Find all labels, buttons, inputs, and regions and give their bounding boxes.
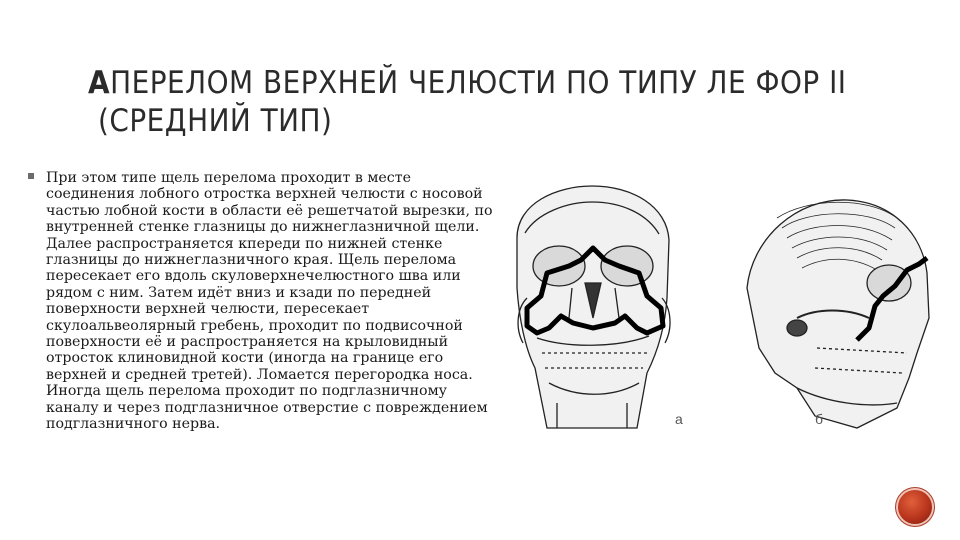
title-glyph: A xyxy=(88,65,111,101)
skull-side-drawing xyxy=(747,200,929,428)
slide-title xyxy=(88,64,848,140)
body-text: При этом типе щель перелома проходит в месте соединения лобного отростка верхней челюсти с носовой частью лобной кости в области её решетчатой вырезки, по внутренней стенке глазницы до нижнеглазничной щели. Далее распространяется кпереди по нижней стенке глазницы до нижнеглазничного края. Щель перелома пересекает его вдоль скуловерхнечелюстного шва или рядом с ним. Затем идёт вниз и кзади по передней поверхности верхней челюсти, пересекает скулоальвеолярный гребень, проходит по подвисочной поверхности её и распространяется на крыловидный отросток клиновидной кости (иногда на границе его верхней и средней третей). Ломается перегородка носа. Иногда щель перелома проходит по подглазничному каналу и через подглазничное отверстие с повреждением подглазничного нерва. xyxy=(46,170,493,433)
skull-front-drawing xyxy=(517,186,670,428)
body-text-block xyxy=(34,170,494,433)
figure-label-b: б xyxy=(815,411,824,427)
bullet-icon xyxy=(28,173,34,179)
body-paragraph xyxy=(34,170,494,433)
skull-figure xyxy=(497,178,943,446)
title-line-1: ПЕРЕЛОМ ВЕРХНЕЙ ЧЕЛЮСТИ ПО ТИПУ ЛЕ ФОР II xyxy=(110,65,847,101)
figure-label-a: а xyxy=(675,411,683,427)
title-line-2: (СРЕДНИЙ ТИП) xyxy=(98,103,333,139)
skull-illustration xyxy=(497,178,943,446)
decorative-circle-badge xyxy=(898,490,932,524)
